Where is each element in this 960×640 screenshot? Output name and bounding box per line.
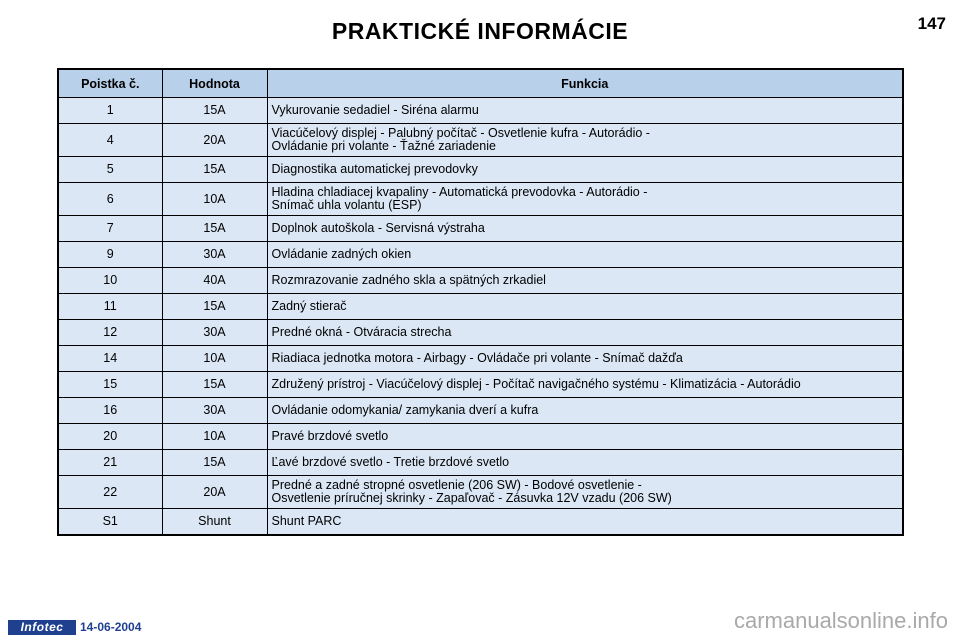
fuse-value-cell: 15A — [162, 157, 267, 183]
table-row — [58, 424, 903, 450]
fuse-value-cell: 15A — [162, 98, 267, 124]
fuse-number-cell: 11 — [58, 294, 162, 320]
table-row — [58, 320, 903, 346]
header-function: Funkcia — [267, 69, 903, 98]
table-body — [58, 98, 903, 536]
table-row — [58, 98, 903, 124]
fuse-number-cell: S1 — [58, 509, 162, 536]
fuse-value-cell: 15A — [162, 372, 267, 398]
function-line: Rozmrazovanie zadného skla a spätných zrkadiel — [271, 273, 546, 287]
fuse-value-cell: 20A — [162, 124, 267, 157]
fuse-number-cell: 22 — [58, 476, 162, 509]
table-row — [58, 268, 903, 294]
function-line: Osvetlenie príručnej skrinky - Zapaľovač - Zásuvka 12V vzadu (206 SW) — [271, 491, 672, 505]
function-line: Pravé brzdové svetlo — [271, 429, 389, 443]
fuse-number-cell: 20 — [58, 424, 162, 450]
fuse-value-cell: 40A — [162, 268, 267, 294]
fuse-function-cell — [267, 216, 903, 242]
fuse-number-cell: 9 — [58, 242, 162, 268]
function-line: Ľavé brzdové svetlo - Tretie brzdové svetlo — [271, 455, 510, 469]
function-line: Hladina chladiacej kvapaliny - Automatická prevodovka - Autorádio - — [271, 185, 648, 199]
fuse-function-cell — [267, 476, 903, 509]
function-line: Riadiaca jednotka motora - Airbagy - Ovládače pri volante - Snímač dažďa — [271, 351, 683, 365]
fuse-number-cell: 14 — [58, 346, 162, 372]
fuse-number-cell: 15 — [58, 372, 162, 398]
fuse-value-cell: 20A — [162, 476, 267, 509]
table-header-row — [58, 69, 903, 98]
header-value: Hodnota — [162, 69, 267, 98]
fuse-value-cell: 30A — [162, 320, 267, 346]
table-row — [58, 346, 903, 372]
fuse-value-cell: 30A — [162, 398, 267, 424]
page-number: 147 — [917, 14, 946, 33]
fuse-value-cell: Shunt — [162, 509, 267, 536]
fuse-number-cell: 7 — [58, 216, 162, 242]
fuse-value-cell: 10A — [162, 183, 267, 216]
fuse-function-cell — [267, 268, 903, 294]
table-row — [58, 157, 903, 183]
fuse-function-cell — [267, 509, 903, 536]
fuse-table — [57, 68, 904, 536]
fuse-value-cell: 10A — [162, 346, 267, 372]
fuse-number-cell: 21 — [58, 450, 162, 476]
table-row — [58, 509, 903, 536]
fuse-function-cell — [267, 424, 903, 450]
function-line: Vykurovanie sedadiel - Siréna alarmu — [271, 103, 479, 117]
function-line: Ovládanie zadných okien — [271, 247, 412, 261]
fuse-value-cell: 10A — [162, 424, 267, 450]
fuse-number-cell: 4 — [58, 124, 162, 157]
fuse-function-cell — [267, 183, 903, 216]
function-line: Diagnostika automatickej prevodovky — [271, 162, 478, 176]
function-line: Shunt PARC — [271, 514, 342, 528]
table-row — [58, 450, 903, 476]
function-line: Doplnok autoškola - Servisná výstraha — [271, 221, 485, 235]
infotec-logo: Infotec — [8, 620, 76, 635]
fuse-function-cell — [267, 346, 903, 372]
fuse-function-cell — [267, 320, 903, 346]
fuse-number-cell: 12 — [58, 320, 162, 346]
function-line: Viacúčelový displej - Palubný počítač - Osvetlenie kufra - Autorádio - — [271, 126, 650, 140]
table-row — [58, 183, 903, 216]
fuse-function-cell — [267, 294, 903, 320]
function-line: Zadný stierač — [271, 299, 347, 313]
footer-date: 14-06-2004 — [80, 620, 142, 634]
fuse-number-cell: 5 — [58, 157, 162, 183]
header-fuse: Poistka č. — [58, 69, 162, 98]
fuse-number-cell: 6 — [58, 183, 162, 216]
watermark: carmanualsonline.info — [733, 608, 948, 633]
fuse-function-cell — [267, 98, 903, 124]
fuse-value-cell: 30A — [162, 242, 267, 268]
table-row — [58, 476, 903, 509]
fuse-function-cell — [267, 157, 903, 183]
table-row — [58, 124, 903, 157]
function-line: Združený prístroj - Viacúčelový displej - Počítač navigačného systému - Klimatizácia - Autorádio — [271, 377, 801, 391]
table-row — [58, 398, 903, 424]
fuse-value-cell: 15A — [162, 294, 267, 320]
fuse-function-cell — [267, 450, 903, 476]
table-row — [58, 216, 903, 242]
fuse-function-cell — [267, 398, 903, 424]
function-line: Predné okná - Otváracia strecha — [271, 325, 452, 339]
fuse-function-cell — [267, 124, 903, 157]
fuse-number-cell: 1 — [58, 98, 162, 124]
fuse-value-cell: 15A — [162, 216, 267, 242]
function-line: Ovládanie pri volante - Ťažné zariadenie — [271, 139, 496, 153]
page-title: PRAKTICKÉ INFORMÁCIE — [331, 18, 629, 44]
function-line: Snímač uhla volantu (ESP) — [271, 198, 422, 212]
table-row — [58, 242, 903, 268]
fuse-function-cell — [267, 242, 903, 268]
fuse-function-cell — [267, 372, 903, 398]
function-line: Ovládanie odomykania/ zamykania dverí a kufra — [271, 403, 539, 417]
fuse-number-cell: 16 — [58, 398, 162, 424]
fuse-value-cell: 15A — [162, 450, 267, 476]
fuse-number-cell: 10 — [58, 268, 162, 294]
table-row — [58, 372, 903, 398]
function-line: Predné a zadné stropné osvetlenie (206 SW) - Bodové osvetlenie - — [271, 478, 642, 492]
table-row — [58, 294, 903, 320]
